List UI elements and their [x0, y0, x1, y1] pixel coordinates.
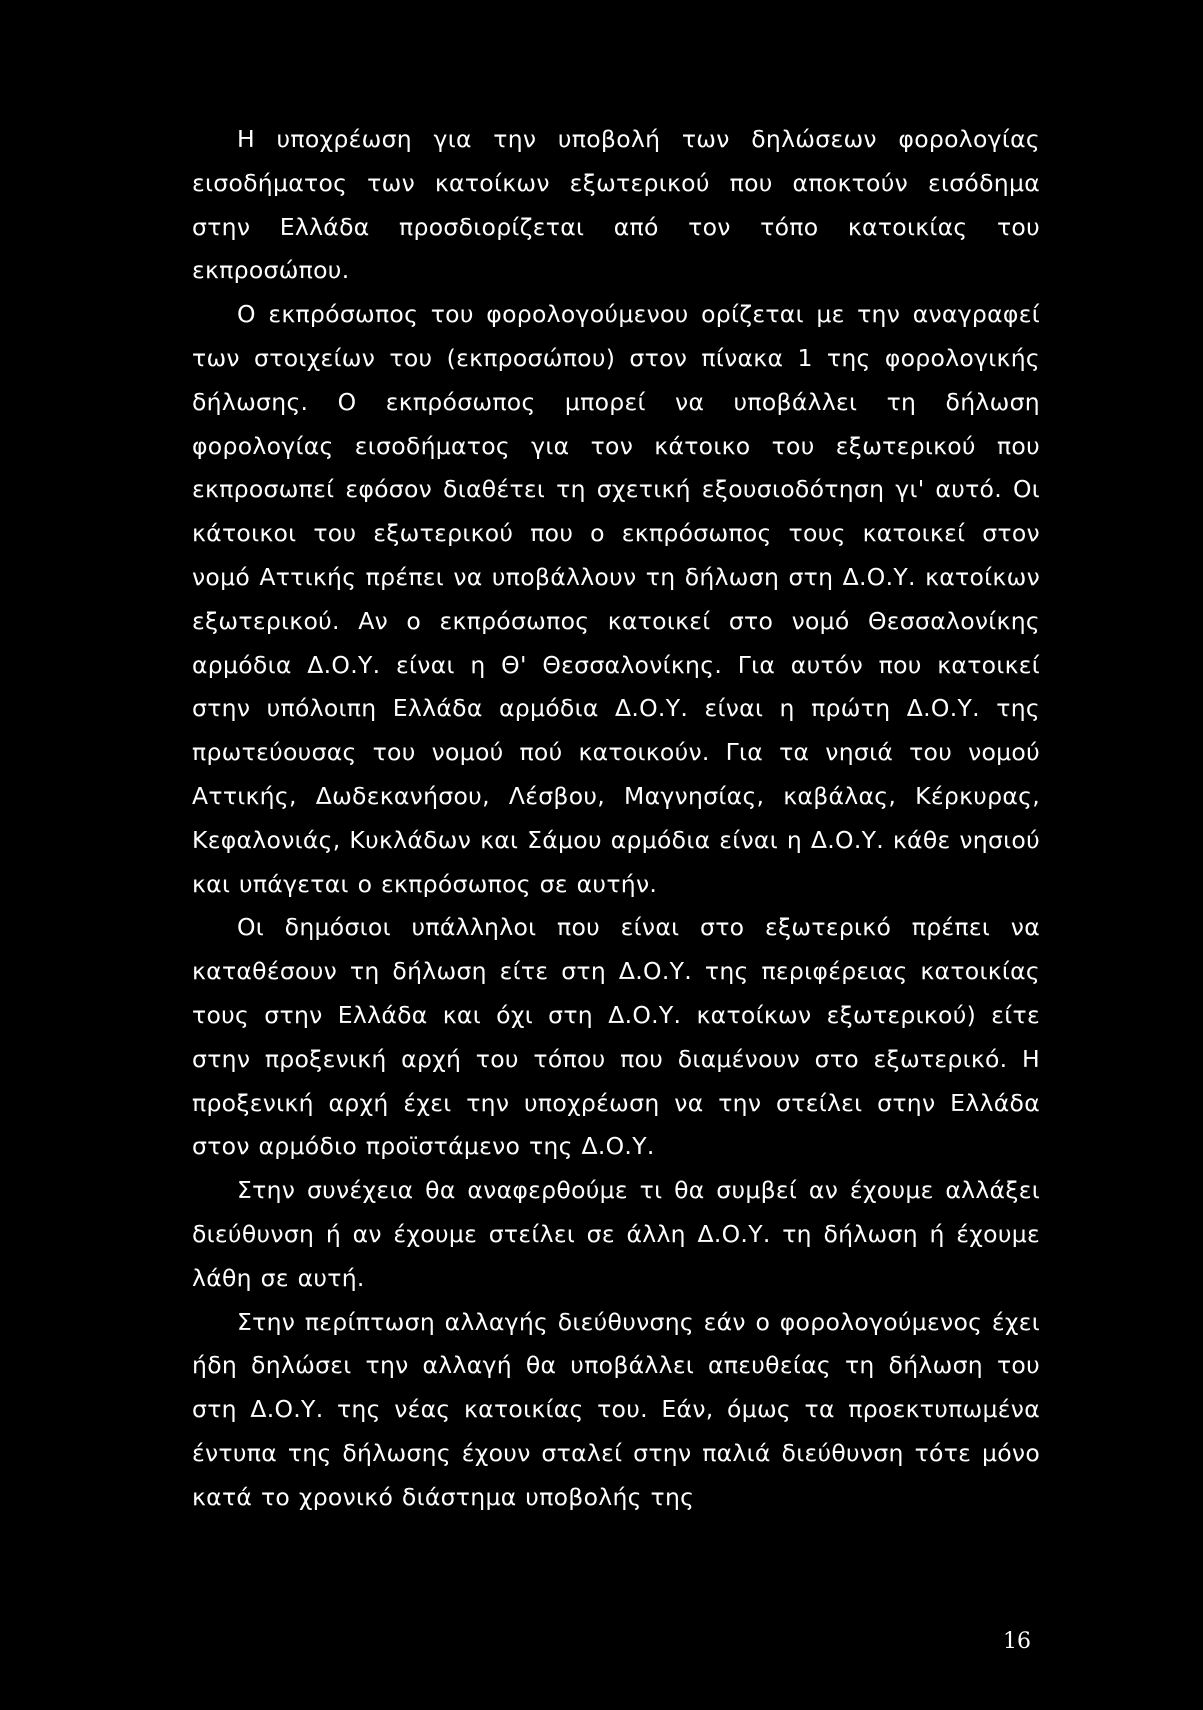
paragraph-2: Ο εκπρόσωπος του φορολογούμενου ορίζεται με την αναγραφεί των στοιχείων του (εκπροσώπου) στον πίνακα 1 της φορολογικής δήλωσης. Ο εκπρόσωπος μπορεί να υποβάλλει τη δήλωση φορολογίας εισοδήματος για τον κάτοικο του εξωτερικού που εκπροσωπεί εφόσον διαθέτει τη σχετική εξουσιοδότηση γι' αυτό. Οι κάτοικοι του εξωτερικού που ο εκπρόσωπος τους κατοικεί στον νομό Αττικής πρέπει να υποβάλλουν τη δήλωση στη Δ.Ο.Υ. κατοίκων εξωτερικού. Αν ο εκπρόσωπος κατοικεί στο νομό Θεσσαλονίκης αρμόδια Δ.Ο.Υ. είναι η Θ' Θεσσαλονίκης. Για αυτόν που κατοικεί στην υπόλοιπη Ελλάδα αρμόδια Δ.Ο.Υ. είναι η πρώτη Δ.Ο.Υ. της πρωτεύουσας του νομού πού κατοικούν. Για τα νησιά του νομού Αττικής, Δωδεκανήσου, Λέσβου, Μαγνησίας, καβάλας, Κέρκυρας, Κεφαλονιάς, Κυκλάδων και Σάμου αρμόδια είναι η Δ.Ο.Υ. κάθε νησιού και υπάγεται ο εκπρόσωπος σε αυτήν.	[192, 300, 1040, 898]
document-page	[192, 118, 1040, 1520]
paragraph-1: Η υποχρέωση για την υποβολή των δηλώσεων φορολογίας εισοδήματος των κατοίκων εξωτερικού που αποκτούν εισόδημα στην Ελλάδα προσδιορίζεται από τον τόπο κατοικίας του εκπροσώπου.	[192, 125, 1040, 285]
paragraph-3: Οι δημόσιοι υπάλληλοι που είναι στο εξωτερικό πρέπει να καταθέσουν τη δήλωση είτε στη Δ.Ο.Υ. της περιφέρειας κατοικίας τους στην Ελλάδα και όχι στη Δ.Ο.Υ. κατοίκων εξωτερικού) είτε στην προξενική αρχή του τόπου που διαμένουν στο εξωτερικό. Η προξενική αρχή έχει την υποχρέωση να την στείλει στην Ελλάδα στον αρμόδιο προϊστάμενο της Δ.Ο.Υ.	[192, 913, 1040, 1161]
paragraph-4: Στην συνέχεια θα αναφερθούμε τι θα συμβεί αν έχουμε αλλάξει διεύθυνση ή αν έχουμε στείλει σε άλλη Δ.Ο.Υ. τη δήλωση ή έχουμε λάθη σε αυτή.	[192, 1176, 1040, 1292]
paragraph-5: Στην περίπτωση αλλαγής διεύθυνσης εάν ο φορολογούμενος έχει ήδη δηλώσει την αλλαγή θα υποβάλλει απευθείας τη δήλωση του στη Δ.Ο.Υ. της νέας κατοικίας του. Εάν, όμως τα προεκτυπωμένα έντυπα της δήλωσης έχουν σταλεί στην παλιά διεύθυνση τότε μόνο κατά το χρονικό διάστημα υποβολής της	[192, 1307, 1040, 1511]
page-number: 16	[1003, 1629, 1031, 1654]
